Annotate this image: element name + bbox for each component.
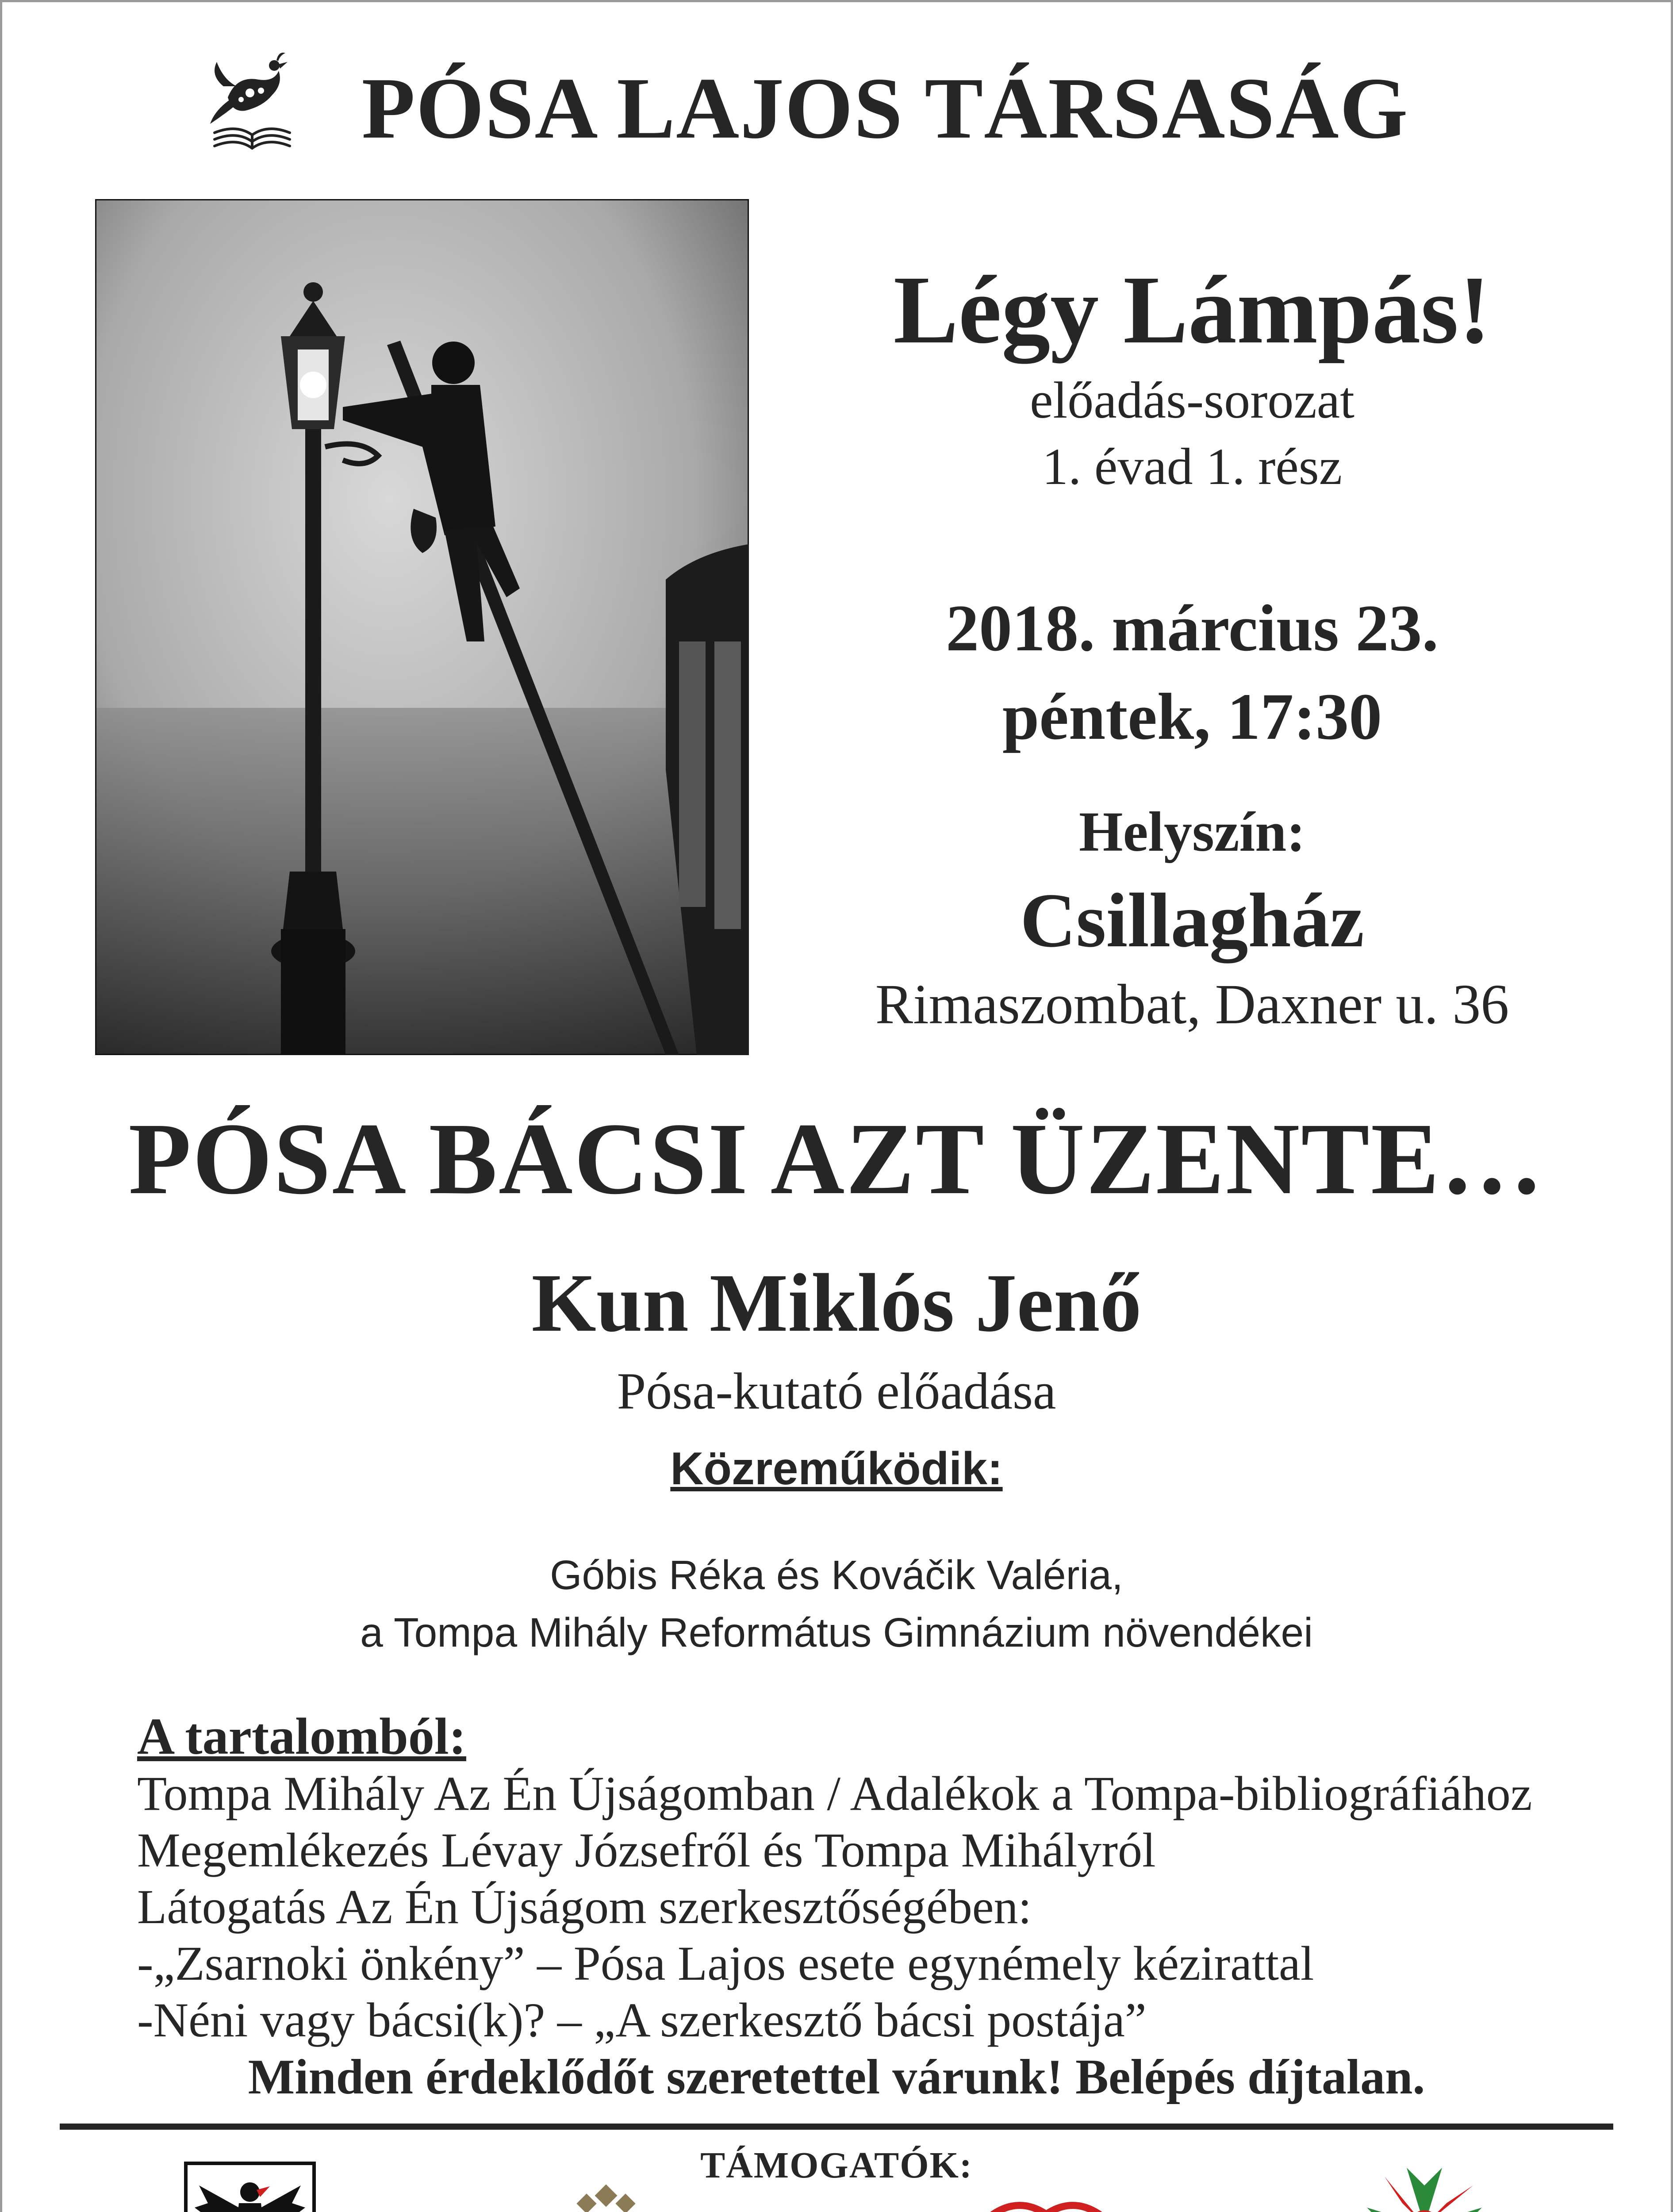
venue-address: Rimaszombat, Daxner u. 36: [875, 973, 1509, 1036]
ertektar-logo: [887, 2188, 1205, 2212]
content-item: -Néni vagy bácsi(k)? – „A szerkesztő bácsi postája”: [137, 1993, 1147, 2047]
organization-title: PÓSA LAJOS TÁRSASÁG: [361, 60, 1409, 157]
series-subtitle-line1: előadás-sorozat: [1030, 371, 1355, 429]
contributors-text: [0, 1546, 1673, 1661]
speaker-name: Kun Miklós Jenő: [531, 1256, 1142, 1349]
series-title: Légy Lámpás!: [893, 256, 1491, 364]
main-title: PÓSA BÁCSI AZT ÜZENTE…: [128, 1102, 1545, 1216]
content-label: A tartalomból:: [137, 1707, 466, 1765]
divider: [60, 2124, 1613, 2130]
content-item: Tompa Mihály Az Én Újságomban / Adalékok a Tompa-bibliográfiához: [137, 1767, 1532, 1820]
contributors-line1: Góbis Réka és Kováčik Valéria,: [550, 1552, 1123, 1598]
csillaghaz-logo: [451, 2183, 761, 2212]
series-subtitle: [792, 367, 1592, 500]
speaker-role: Pósa-kutató előadása: [617, 1362, 1056, 1420]
series-subtitle-line2: 1. évad 1. rész: [1042, 438, 1343, 495]
content-item: -„Zsarnoki önkény” – Pósa Lajos esete egynémely kézirattal: [137, 1936, 1314, 1990]
sponsors-label: TÁMOGATÓK:: [700, 2145, 973, 2186]
content-item: Látogatás Az Én Újságom szerkesztőségében:: [137, 1880, 1032, 1934]
venue-name: Csillagház: [1020, 877, 1364, 963]
closing-invitation: Minden érdeklődőt szeretettel várunk! Belépés díjtalan.: [248, 2050, 1425, 2104]
flower-icon: [1358, 2159, 1491, 2212]
star-house-icon: [566, 2183, 646, 2212]
arch-bridge-icon: [887, 2188, 1205, 2212]
szmmi-logo: [1358, 2159, 1491, 2212]
coat-of-arms-eagle-icon: [181, 2159, 318, 2212]
content-item: Megemlékezés Lévay Józsefről és Tompa Mihályról: [137, 1823, 1156, 1877]
event-day-time: péntek, 17:30: [1002, 680, 1382, 753]
event-datetime: [792, 584, 1592, 761]
contributors-line2: a Tompa Mihály Református Gimnázium növendékei: [360, 1609, 1313, 1655]
event-date: 2018. március 23.: [946, 591, 1439, 665]
contributors-label: Közreműködik:: [670, 1443, 1003, 1494]
content-list: [137, 1765, 1619, 2048]
lamplighter-photo: [95, 199, 749, 1055]
venue-label: Helyszín:: [1079, 800, 1305, 863]
